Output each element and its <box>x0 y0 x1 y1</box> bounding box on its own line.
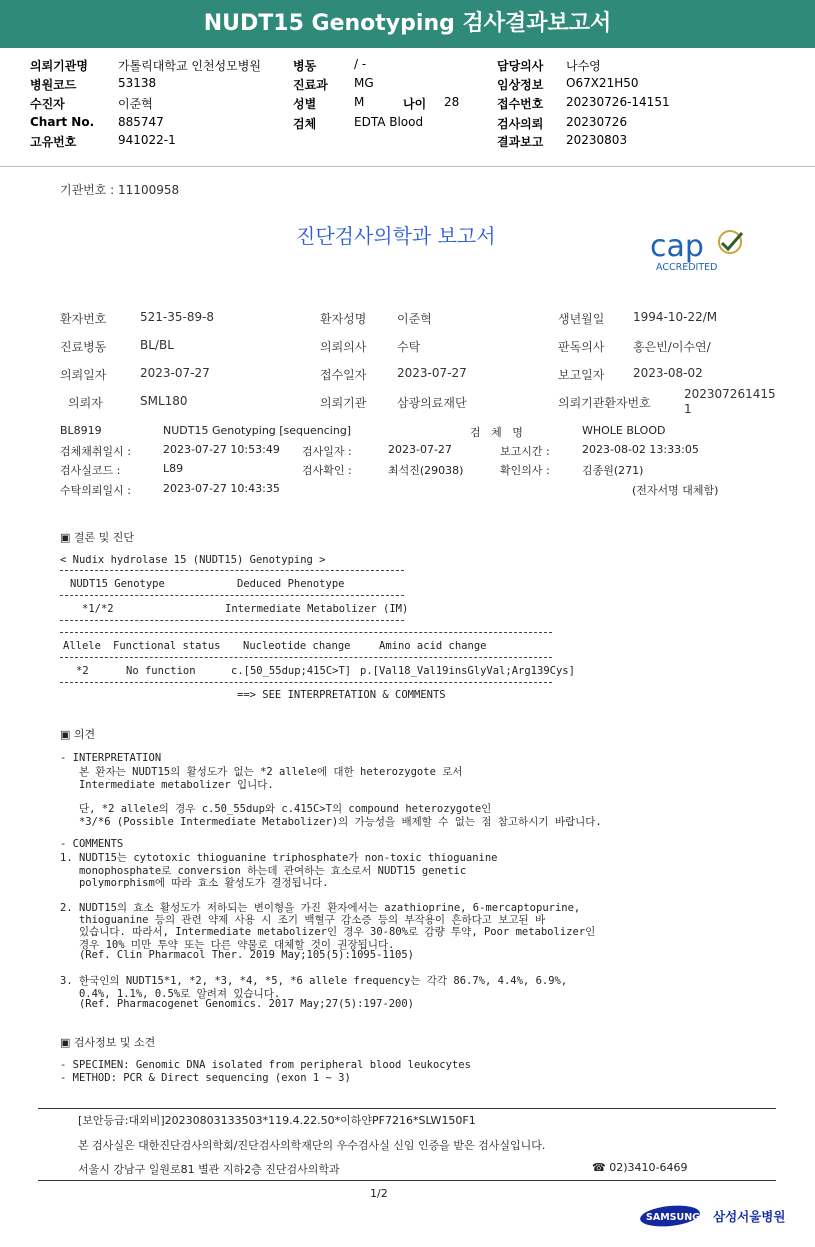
opinion-line: 본 환자는 NUDT15의 활성도가 없는 *2 allele에 대한 heterozygote 로서 <box>60 766 463 778</box>
specimen-value: WHOLE BLOOD <box>582 424 666 437</box>
doctor-label: 확인의사 : <box>500 464 550 477</box>
patient-label: 판독의사 <box>558 340 605 354</box>
divider <box>60 570 404 571</box>
patient-value: 1994-10-22/M <box>633 310 718 324</box>
header-value: 20230726 <box>566 115 628 129</box>
confirm-value: 최석진(29038) <box>388 464 464 477</box>
opinion-heading: ▣ 의견 <box>60 728 96 741</box>
see-interpretation: ==> SEE INTERPRETATION & COMMENTS <box>237 689 446 701</box>
opinion-line: 경우 10% 미만 투약 또는 다른 약물로 대체할 것이 권장됩니다. <box>60 939 395 951</box>
header-label: 수진자 <box>30 97 65 111</box>
opinion-line: - COMMENTS <box>60 838 124 850</box>
reporttime-label: 보고시간 : <box>500 445 550 458</box>
header-label: 검체 <box>293 117 317 131</box>
collect-value: 2023-07-27 10:53:49 <box>163 443 280 456</box>
header-value: EDTA Blood <box>354 115 424 129</box>
recv-label: 수탁의뢰일시 : <box>60 484 131 497</box>
cap-accredited-logo <box>648 226 752 274</box>
header-label: 담당의사 <box>497 59 544 73</box>
opinion-line: Intermediate metabolizer 입니다. <box>60 779 274 791</box>
page-number: 1/2 <box>370 1187 388 1200</box>
divider <box>60 682 552 683</box>
variant-col-header: Nucleotide change <box>243 640 351 652</box>
genotype-value: *1/*2 <box>82 603 114 615</box>
patient-label: 접수일자 <box>320 368 367 382</box>
header-label: 고유번호 <box>30 135 77 149</box>
esign-note: (전자서명 대체함) <box>632 484 719 497</box>
variant-col-header: Functional status <box>113 640 221 652</box>
samsung-hospital-logo <box>640 1202 790 1230</box>
divider <box>60 632 552 633</box>
header-label: 나이 <box>403 97 427 111</box>
patient-label: 의뢰의사 <box>320 340 367 354</box>
testdate-value: 2023-07-27 <box>388 443 452 456</box>
header-label: 검사의뢰 <box>497 117 544 131</box>
patient-label: 의뢰기관 <box>320 396 367 410</box>
patient-value: 2023-07-27 <box>140 366 210 380</box>
header-value: 가톨릭대학교 인천성모병원 <box>118 59 261 73</box>
patient-value: 삼광의료재단 <box>397 396 467 410</box>
patient-value: 수탁 <box>397 340 421 354</box>
room-label: 검사실코드 : <box>60 464 121 477</box>
variant-cell: No function <box>126 665 196 677</box>
patient-label: 의뢰기관환자번호 <box>558 396 651 410</box>
opinion-line: (Ref. Pharmacogenet Genomics. 2017 May;27(5):197-200) <box>60 998 415 1010</box>
patient-label: 환자성명 <box>320 312 367 326</box>
opinion-line: *3/*6 (Possible Intermediate Metabolizer)의 가능성을 배제할 수 없는 점 참고하시기 바랍니다. <box>60 816 602 828</box>
divider <box>60 620 404 621</box>
info-line: - SPECIMEN: Genomic DNA isolated from peripheral blood leukocytes <box>60 1059 471 1071</box>
testdate-label: 검사일자 : <box>302 445 352 458</box>
opinion-line: (Ref. Clin Pharmacol Ther. 2019 May;105(5):1095-1105) <box>60 949 415 961</box>
header-value: 885747 <box>118 115 164 129</box>
header-value: MG <box>354 76 374 90</box>
patient-label: 생년월일 <box>558 312 605 326</box>
header-label: 결과보고 <box>497 135 544 149</box>
header-label: 임상정보 <box>497 78 544 92</box>
header-value: 20230726-14151 <box>566 95 670 109</box>
confirm-label: 검사확인 : <box>302 464 352 477</box>
header-value: 이준혁 <box>118 97 153 111</box>
hospital-name: 삼성서울병원 <box>713 1209 786 1224</box>
security-line: [보안등급:대외비]20230803133503*119.4.22.50*이하얀PF7216*SLW150F1 <box>78 1114 476 1127</box>
doctor-value: 김종원(271) <box>582 464 644 477</box>
patient-label: 의뢰일자 <box>60 368 107 382</box>
patient-value: 521-35-89-8 <box>140 310 215 324</box>
header-divider <box>0 166 815 167</box>
opinion-line: 2. NUDT15의 효소 활성도가 저하되는 변이형을 가진 환자에서는 azathioprine, 6-mercaptopurine, <box>60 902 581 914</box>
opinion-line: - INTERPRETATION <box>60 752 162 764</box>
specimen-label: 검 체 명 <box>470 426 523 439</box>
header-label: 성별 <box>293 97 317 111</box>
header-value: O67X21H50 <box>566 76 639 90</box>
header-label: 의뢰기관명 <box>30 59 88 73</box>
test-name: NUDT15 Genotyping [sequencing] <box>163 424 352 437</box>
variant-cell: *2 <box>76 665 89 677</box>
result-subtitle: < Nudix hydrolase 15 (NUDT15) Genotyping > <box>60 554 326 566</box>
room-value: L89 <box>163 462 184 475</box>
header-value: 나수영 <box>566 59 601 73</box>
opinion-line: 3. 한국인의 NUDT15*1, *2, *3, *4, *5, *6 allele frequency는 각각 86.7%, 4.4%, 6.9%, <box>60 975 568 987</box>
phenotype-col-header: Deduced Phenotype <box>237 578 345 590</box>
report-title: NUDT15 Genotyping 검사결과보고서 <box>203 11 612 36</box>
institution-number: 기관번호 : 11100958 <box>60 183 180 197</box>
certification-text: 본 검사실은 대한진단검사의학회/진단검사의학재단의 우수검사실 신임 인증을 받은 검사실입니다. <box>78 1139 546 1152</box>
info-line: - METHOD: PCR & Direct sequencing (exon 1 ~ 3) <box>60 1072 351 1084</box>
collect-label: 검체채취일시 : <box>60 445 131 458</box>
patient-value: SML180 <box>140 394 188 408</box>
header-value: / - <box>354 57 367 71</box>
patient-value: 202307261415 <box>684 387 776 401</box>
opinion-line: 있습니다. 따라서, Intermediate metabolizer인 경우 30-80%로 감량 투약, Poor metabolizer인 <box>60 926 596 938</box>
opinion-line: polymorphism에 따라 효소 활성도가 결정됩니다. <box>60 877 329 889</box>
header-label: 진료과 <box>293 78 328 92</box>
patient-value: 2023-07-27 <box>397 366 467 380</box>
patient-value: 홍은빈/이수연/ <box>633 340 711 354</box>
phenotype-value: Intermediate Metabolizer (IM) <box>225 603 409 615</box>
recv-value: 2023-07-27 10:43:35 <box>163 482 280 495</box>
header-value: 20230803 <box>566 133 628 147</box>
opinion-line: 1. NUDT15는 cytotoxic thioguanine triphosphate가 non-toxic thioguanine <box>60 852 498 864</box>
test-code: BL8919 <box>60 424 102 437</box>
result-heading: ▣ 결론 및 진단 <box>60 531 135 544</box>
patient-value: 2023-08-02 <box>633 366 703 380</box>
variant-cell: c.[50_55dup;415C>T] <box>231 665 352 677</box>
divider <box>60 595 404 596</box>
patient-label: 환자번호 <box>60 312 107 326</box>
reporttime-value: 2023-08-02 13:33:05 <box>582 443 699 456</box>
patient-value: 이준혁 <box>397 312 432 326</box>
patient-label: 진료병동 <box>60 340 107 354</box>
header-value: 941022-1 <box>118 133 176 147</box>
samsung-wordmark: SAMSUNG <box>646 1212 700 1223</box>
document-title: 진단검사의학과 보고서 <box>296 224 496 248</box>
patient-label: 의뢰자 <box>68 396 103 410</box>
variant-col-header: Allele <box>63 640 101 652</box>
genotype-col-header: NUDT15 Genotype <box>70 578 165 590</box>
opinion-line: thioguanine 등의 관련 약제 사용 시 조기 백혈구 감소증 등의 부작용이 흔하다고 보고된 바 <box>60 914 546 926</box>
patient-value-cont: 1 <box>684 402 692 416</box>
footer-divider <box>38 1180 776 1181</box>
header-value: 53138 <box>118 76 157 90</box>
opinion-line: 단, *2 allele의 경우 c.50_55dup와 c.415C>T의 compound heterozygote인 <box>60 803 492 815</box>
divider <box>60 657 552 658</box>
header-value: M <box>354 95 365 109</box>
patient-label: 보고일자 <box>558 368 605 382</box>
cap-logo-word: cap <box>650 229 704 264</box>
opinion-line: 0.4%, 1.1%, 0.5%로 알려져 있습니다. <box>60 988 281 1000</box>
header-label: 접수번호 <box>497 97 544 111</box>
footer-divider <box>38 1108 776 1109</box>
header-label: 병원코드 <box>30 78 77 92</box>
variant-col-header: Amino acid change <box>379 640 487 652</box>
lab-address: 서울시 강남구 일원로81 별관 지하2층 진단검사의학과 <box>78 1163 340 1176</box>
patient-value: BL/BL <box>140 338 174 352</box>
opinion-line: monophosphate로 conversion 하는데 관여하는 효소로서 NUDT15 genetic <box>60 865 467 877</box>
header-label: Chart No. <box>30 115 95 129</box>
header-value: 28 <box>444 95 460 109</box>
header-label: 병동 <box>293 59 317 73</box>
report-title-bar <box>0 0 815 48</box>
variant-cell: p.[Val18_Val19insGlyVal;Arg139Cys] <box>360 665 575 677</box>
lab-phone: ☎ 02)3410-6469 <box>592 1161 688 1174</box>
cap-logo-sub: ACCREDITED <box>656 262 718 273</box>
info-heading: ▣ 검사정보 및 소견 <box>60 1036 156 1049</box>
